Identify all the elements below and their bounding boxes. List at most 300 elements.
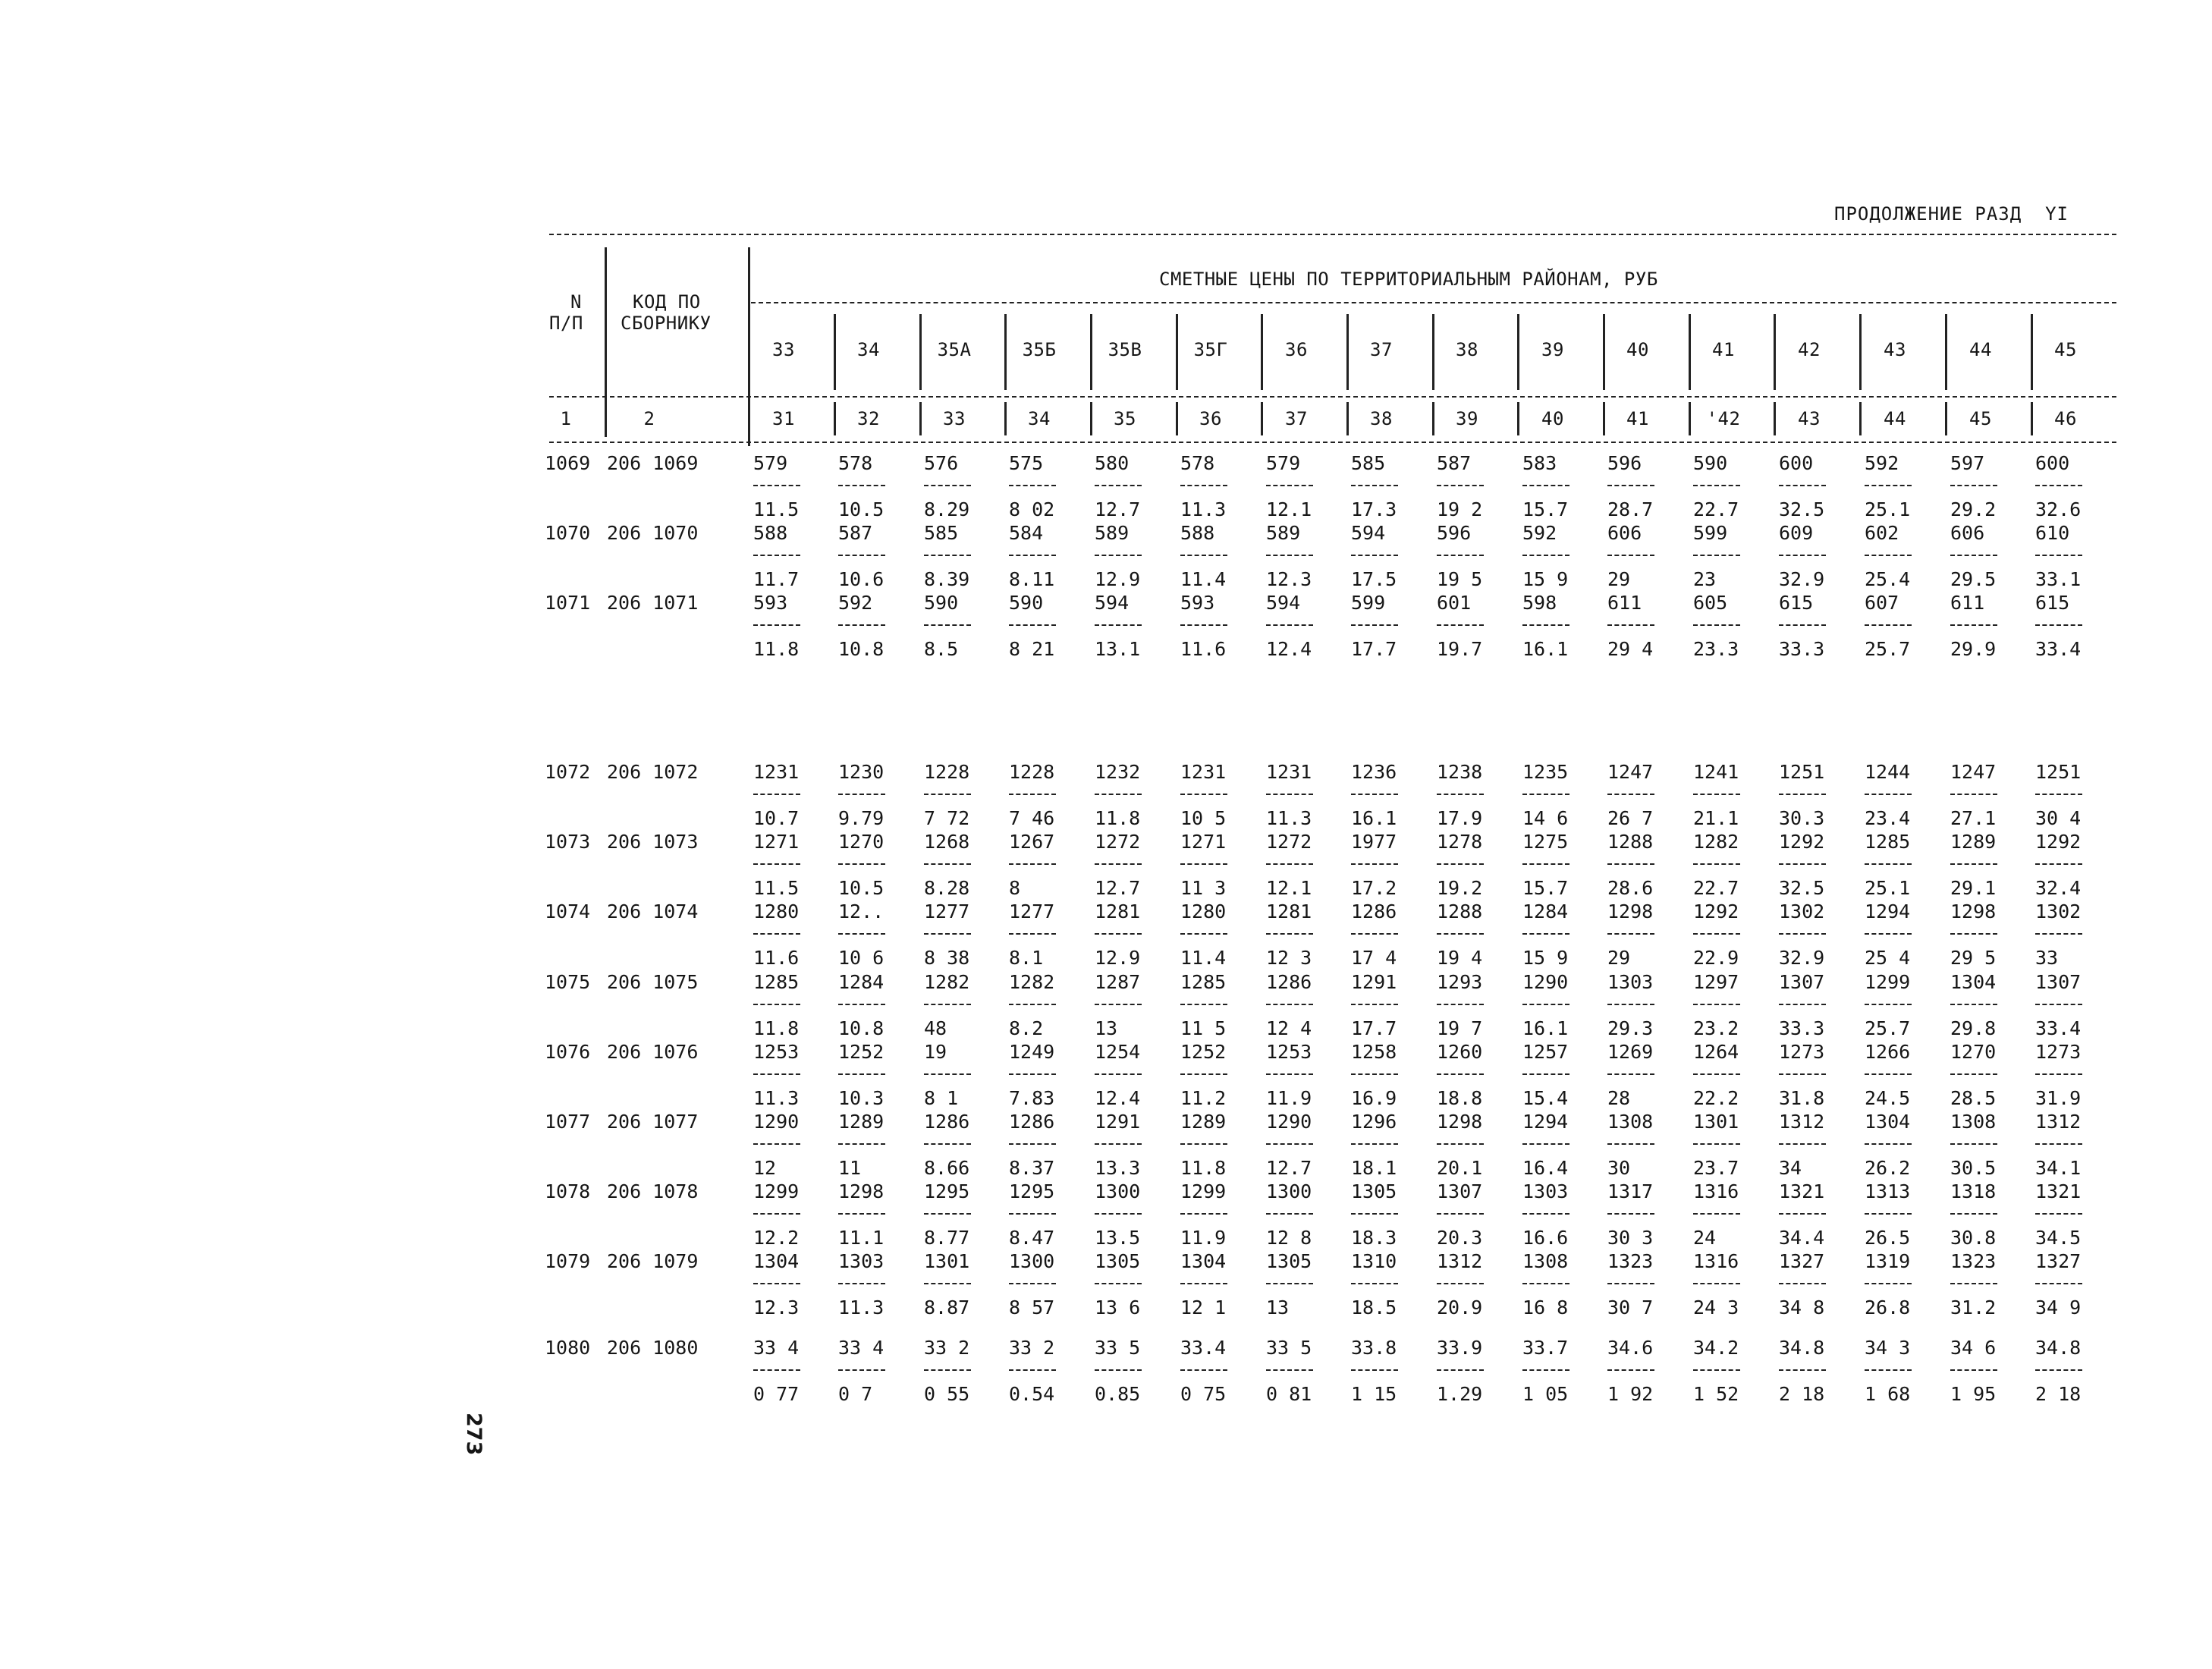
coefficient-value: 32.5 (1779, 498, 1825, 520)
header-vertical-rule (1432, 314, 1434, 390)
fraction-line (1351, 1283, 1398, 1284)
price-value: 1291 (1095, 1111, 1141, 1133)
district-header: 44 (1969, 339, 1992, 360)
coefficient-value: 13 6 (1095, 1297, 1141, 1319)
coefficient-value: 29.2 (1950, 498, 1997, 520)
row-number: 1080 (545, 1337, 591, 1359)
coefficient-value: 15.4 (1522, 1087, 1569, 1109)
price-value: 1284 (838, 971, 884, 993)
price-value: 585 (1351, 452, 1386, 474)
price-value: 1286 (1009, 1111, 1055, 1133)
coefficient-value: 27.1 (1950, 807, 1997, 829)
fraction-line (1351, 863, 1398, 865)
coefficient-value: 11.6 (1180, 638, 1227, 660)
price-value: 1269 (1607, 1041, 1654, 1063)
coefficient-value: 31.2 (1950, 1297, 1997, 1319)
fraction-line (1009, 794, 1056, 795)
price-value: 599 (1351, 592, 1386, 614)
price-value: 605 (1693, 592, 1728, 614)
fraction-line (838, 485, 885, 486)
price-value: 1268 (924, 831, 970, 853)
fraction-line (1950, 555, 1997, 556)
price-value: 1275 (1522, 831, 1569, 853)
coefficient-value: 8.87 (924, 1297, 970, 1319)
price-value: 1294 (1865, 901, 1911, 923)
district-header: 43 (1884, 339, 1906, 360)
fraction-line (1437, 1213, 1484, 1215)
row-number: 1070 (545, 522, 591, 544)
fraction-line (1607, 624, 1654, 626)
price-value: 594 (1266, 592, 1301, 614)
price-value: 33 2 (924, 1337, 970, 1359)
fraction-line (1607, 1004, 1654, 1005)
price-value: 1252 (1180, 1041, 1227, 1063)
price-value: 1307 (2035, 971, 2082, 993)
coefficient-value: 34.4 (1779, 1227, 1825, 1249)
coefficient-value: 28 (1607, 1087, 1631, 1109)
fraction-line (1522, 555, 1569, 556)
price-value: 34 3 (1865, 1337, 1911, 1359)
header-vertical-rule (1603, 314, 1605, 390)
district-header: 41 (1712, 339, 1735, 360)
continuation-title: ПРОДОЛЖЕНИЕ РАЗД YI (1834, 203, 2069, 225)
fraction-line (1607, 933, 1654, 935)
price-value: 596 (1437, 522, 1472, 544)
coefficient-value: 11.8 (1095, 807, 1141, 829)
fraction-line (2035, 1369, 2082, 1371)
coefficient-value: 16.6 (1522, 1227, 1569, 1249)
coefficient-value: 11.3 (838, 1297, 884, 1319)
coefficient-value: 29.9 (1950, 638, 1997, 660)
header-vertical-rule (1176, 402, 1178, 435)
coefficient-value: 11 3 (1180, 877, 1227, 899)
header-vertical-rule (1945, 314, 1947, 390)
row-code: 206 1076 (607, 1041, 699, 1063)
fraction-line (753, 555, 800, 556)
price-value: 1247 (1950, 761, 1997, 783)
coefficient-value: 29.3 (1607, 1017, 1654, 1039)
price-value: 1257 (1522, 1041, 1569, 1063)
fraction-line (1437, 1283, 1484, 1284)
price-value: 1298 (1437, 1111, 1483, 1133)
column-number: 40 (1541, 408, 1564, 429)
price-value: 1232 (1095, 761, 1141, 783)
coefficient-value: 28.6 (1607, 877, 1654, 899)
price-value: 611 (1950, 592, 1985, 614)
fraction-line (1522, 794, 1569, 795)
coefficient-value: 32.9 (1779, 568, 1825, 590)
coefficient-value: 29 (1607, 947, 1631, 969)
coefficient-value: 17.7 (1351, 1017, 1397, 1039)
district-header: 35А (937, 339, 972, 360)
coefficient-value: 11.1 (838, 1227, 884, 1249)
fraction-line (1950, 933, 1997, 935)
price-value: 1231 (1180, 761, 1227, 783)
price-value: 1277 (1009, 901, 1055, 923)
price-value: 1280 (1180, 901, 1227, 923)
fraction-line (924, 1004, 971, 1005)
price-value: 1304 (1950, 971, 1997, 993)
fraction-line (1693, 1369, 1740, 1371)
price-value: 1282 (1009, 971, 1055, 993)
col-code-label-2: СБОРНИКУ (621, 313, 712, 334)
coefficient-value: 7 46 (1009, 807, 1055, 829)
header-vertical-rule (1090, 314, 1092, 390)
price-value: 1296 (1351, 1111, 1397, 1133)
price-value: 1277 (924, 901, 970, 923)
coefficient-value: 30 7 (1607, 1297, 1654, 1319)
coefficient-value: 8.77 (924, 1227, 970, 1249)
coefficient-value: 12.9 (1095, 568, 1141, 590)
coefficient-value: 0.85 (1095, 1383, 1141, 1405)
fraction-line (1095, 1283, 1142, 1284)
price-value: 1258 (1351, 1041, 1397, 1063)
header-vertical-rule (1004, 402, 1007, 435)
price-value: 1264 (1693, 1041, 1739, 1063)
price-value: 1252 (838, 1041, 884, 1063)
fraction-line (753, 863, 800, 865)
fraction-line (1865, 624, 1912, 626)
coefficient-value: 13.5 (1095, 1227, 1141, 1249)
district-header: 36 (1285, 339, 1308, 360)
coefficient-value: 12.7 (1095, 877, 1141, 899)
price-value: 585 (924, 522, 959, 544)
fraction-line (1437, 624, 1484, 626)
fraction-line (1266, 485, 1313, 486)
price-value: 1241 (1693, 761, 1739, 783)
coefficient-value: 16.4 (1522, 1157, 1569, 1179)
header-vertical-rule (1517, 402, 1519, 435)
fraction-line (1266, 933, 1313, 935)
fraction-line (838, 1143, 885, 1145)
coefficient-value: 15.7 (1522, 877, 1569, 899)
header-vertical-rule (1689, 402, 1691, 435)
coefficient-value: 8.47 (1009, 1227, 1055, 1249)
price-value: 1292 (2035, 831, 2082, 853)
price-value: 1307 (1779, 971, 1825, 993)
price-value: 1323 (1607, 1250, 1654, 1272)
price-value: 1289 (1950, 831, 1997, 853)
fraction-line (2035, 485, 2082, 486)
price-value: 1291 (1351, 971, 1397, 993)
price-value: 1293 (1437, 971, 1483, 993)
district-header: 40 (1626, 339, 1649, 360)
fraction-line (1180, 794, 1227, 795)
coefficient-value: 34.1 (2035, 1157, 2082, 1179)
fraction-line (1865, 863, 1912, 865)
price-value: 1272 (1095, 831, 1141, 853)
coefficient-value: 18.1 (1351, 1157, 1397, 1179)
coefficient-value: 0.54 (1009, 1383, 1055, 1405)
coefficient-value: 17.3 (1351, 498, 1397, 520)
coefficient-value: 12.4 (1095, 1087, 1141, 1109)
fraction-line (838, 555, 885, 556)
price-value: 1292 (1779, 831, 1825, 853)
fraction-line (1266, 1143, 1313, 1145)
row-number: 1078 (545, 1180, 591, 1202)
price-value: 588 (1180, 522, 1215, 544)
price-value: 587 (838, 522, 873, 544)
fraction-line (1950, 1283, 1997, 1284)
header-vertical-rule (1261, 314, 1263, 390)
price-group-title: СМЕТНЫЕ ЦЕНЫ ПО ТЕРРИТОРИАЛЬНЫМ РАЙОНАМ, РУБ (1159, 269, 1658, 290)
fraction-line (753, 794, 800, 795)
fraction-line (924, 933, 971, 935)
fraction-line (1693, 1073, 1740, 1075)
coefficient-value: 30 4 (2035, 807, 2082, 829)
price-value: 575 (1009, 452, 1044, 474)
fraction-line (1009, 1143, 1056, 1145)
price-value: 1284 (1522, 901, 1569, 923)
coefficient-value: 23.4 (1865, 807, 1911, 829)
coefficient-value: 19 7 (1437, 1017, 1483, 1039)
coefficient-value: 0 55 (924, 1383, 970, 1405)
fraction-line (1009, 1004, 1056, 1005)
price-value: 1298 (1607, 901, 1654, 923)
district-header: 35В (1108, 339, 1142, 360)
price-value: 34.8 (2035, 1337, 2082, 1359)
fraction-line (1266, 1073, 1313, 1075)
coefficient-value: 20.9 (1437, 1297, 1483, 1319)
price-value: 1297 (1693, 971, 1739, 993)
price-value: 1231 (1266, 761, 1312, 783)
row-code: 206 1077 (607, 1111, 699, 1133)
price-value: 1318 (1950, 1180, 1997, 1202)
coefficient-value: 12 4 (1266, 1017, 1312, 1039)
coefficient-value: 23 (1693, 568, 1717, 590)
price-value: 596 (1607, 452, 1642, 474)
district-header: 39 (1541, 339, 1564, 360)
price-value: 1286 (1266, 971, 1312, 993)
fraction-line (1351, 794, 1398, 795)
price-value: 33.7 (1522, 1337, 1569, 1359)
fraction-line (838, 863, 885, 865)
price-value: 607 (1865, 592, 1899, 614)
page-number: 273 (462, 1413, 485, 1456)
district-header: 35Г (1193, 339, 1228, 360)
fraction-line (924, 1143, 971, 1145)
coefficient-value: 22.9 (1693, 947, 1739, 969)
coefficient-value: 16.1 (1522, 1017, 1569, 1039)
fraction-line (1865, 933, 1912, 935)
coefficient-value: 15 9 (1522, 947, 1569, 969)
coefficient-value: 31.9 (2035, 1087, 2082, 1109)
coefficient-value: 28.7 (1607, 498, 1654, 520)
price-value: 33 5 (1095, 1337, 1141, 1359)
fraction-line (1437, 863, 1484, 865)
fraction-line (1180, 933, 1227, 935)
coefficient-value: 0 75 (1180, 1383, 1227, 1405)
district-header: 42 (1798, 339, 1821, 360)
price-value: 1253 (753, 1041, 800, 1063)
fraction-line (1095, 794, 1142, 795)
header-vertical-rule (1004, 314, 1007, 390)
fraction-line (1180, 555, 1227, 556)
coefficient-value: 32.5 (1779, 877, 1825, 899)
price-value: 1299 (1865, 971, 1911, 993)
coefficient-value: 20.3 (1437, 1227, 1483, 1249)
fraction-line (1779, 1073, 1826, 1075)
header-vertical-rule (1517, 314, 1519, 390)
price-value: 1323 (1950, 1250, 1997, 1272)
price-value: 580 (1095, 452, 1130, 474)
fraction-line (2035, 1004, 2082, 1005)
coefficient-value: 8 57 (1009, 1297, 1055, 1319)
coefficient-value: 11.8 (1180, 1157, 1227, 1179)
coefficient-value: 30.8 (1950, 1227, 1997, 1249)
fraction-line (1437, 555, 1484, 556)
coefficient-value: 12.7 (1095, 498, 1141, 520)
fraction-line (1522, 933, 1569, 935)
fraction-line (1950, 1213, 1997, 1215)
header-vertical-rule (1774, 402, 1776, 435)
row-code: 206 1074 (607, 901, 699, 923)
coefficient-value: 15.7 (1522, 498, 1569, 520)
coefficient-value: 11.3 (1266, 807, 1312, 829)
price-value: 33.8 (1351, 1337, 1397, 1359)
price-value: 34.6 (1607, 1337, 1654, 1359)
price-value: 1317 (1607, 1180, 1654, 1202)
coefficient-value: 25.1 (1865, 498, 1911, 520)
fraction-line (1779, 1369, 1826, 1371)
header-group-rule (751, 302, 2116, 303)
price-value: 1303 (1607, 971, 1654, 993)
fraction-line (1865, 1369, 1912, 1371)
coefficient-value: 1 95 (1950, 1383, 1997, 1405)
coefficient-value: 11 5 (1180, 1017, 1227, 1039)
coefficient-value: 32.6 (2035, 498, 2082, 520)
coefficient-value: 10.8 (838, 1017, 884, 1039)
row-code: 206 1080 (607, 1337, 699, 1359)
price-value: 1260 (1437, 1041, 1483, 1063)
coefficient-value: 10.6 (838, 568, 884, 590)
price-value: 1303 (838, 1250, 884, 1272)
price-value: 33.9 (1437, 1337, 1483, 1359)
coefficient-value: 11.4 (1180, 568, 1227, 590)
coefficient-value: 19 4 (1437, 947, 1483, 969)
price-value: 593 (753, 592, 788, 614)
fraction-line (838, 933, 885, 935)
coefficient-value: 24 (1693, 1227, 1717, 1249)
fraction-line (1522, 1283, 1569, 1284)
price-value: 615 (2035, 592, 2070, 614)
coefficient-value: 8.1 (1009, 947, 1044, 969)
district-header: 45 (2054, 339, 2077, 360)
fraction-line (1009, 555, 1056, 556)
fraction-line (1095, 1369, 1142, 1371)
price-value: 1327 (2035, 1250, 2082, 1272)
fraction-line (1351, 933, 1398, 935)
column-number: 38 (1370, 408, 1393, 429)
fraction-line (2035, 794, 2082, 795)
fraction-line (1950, 863, 1997, 865)
coefficient-value: 11.5 (753, 877, 800, 899)
coefficient-value: 11.7 (753, 568, 800, 590)
fraction-line (1950, 485, 1997, 486)
fraction-line (1865, 1283, 1912, 1284)
coefficient-value: 22.2 (1693, 1087, 1739, 1109)
coefficient-value: 12.2 (753, 1227, 800, 1249)
coefficient-value: 17.5 (1351, 568, 1397, 590)
price-value: 34.2 (1693, 1337, 1739, 1359)
fraction-line (1779, 1213, 1826, 1215)
fraction-line (1009, 485, 1056, 486)
row-number: 1069 (545, 452, 591, 474)
price-value: 33 4 (753, 1337, 800, 1359)
header-vertical-rule (1689, 314, 1691, 390)
price-value: 592 (1865, 452, 1899, 474)
price-value: 1247 (1607, 761, 1654, 783)
coefficient-value: 29 4 (1607, 638, 1654, 660)
fraction-line (1180, 863, 1227, 865)
coefficient-value: 19.2 (1437, 877, 1483, 899)
coefficient-value: 23.3 (1693, 638, 1739, 660)
price-value: 1290 (1522, 971, 1569, 993)
fraction-line (924, 794, 971, 795)
coefficient-value: 16 8 (1522, 1297, 1569, 1319)
price-value: 609 (1779, 522, 1814, 544)
header-vertical-rule (834, 314, 836, 390)
fraction-line (1522, 1213, 1569, 1215)
fraction-line (1437, 1073, 1484, 1075)
fraction-line (1865, 1213, 1912, 1215)
coefficient-value: 8.5 (924, 638, 959, 660)
price-value: 1288 (1607, 831, 1654, 853)
fraction-line (1950, 1073, 1997, 1075)
header-vertical-rule (1346, 314, 1349, 390)
coefficient-value: 12.1 (1266, 877, 1312, 899)
header-vertical-rule (1859, 314, 1862, 390)
price-value: 1270 (1950, 1041, 1997, 1063)
price-value: 1273 (2035, 1041, 2082, 1063)
header-bottom-rule (549, 442, 2116, 443)
fraction-line (753, 1283, 800, 1284)
coefficient-value: 8 (1009, 877, 1021, 899)
fraction-line (1180, 624, 1227, 626)
fraction-line (838, 1004, 885, 1005)
header-vertical-rule (1176, 314, 1178, 390)
price-value: 1228 (1009, 761, 1055, 783)
price-value: 1312 (1437, 1250, 1483, 1272)
price-value: 578 (1180, 452, 1215, 474)
fraction-line (1351, 1004, 1398, 1005)
fraction-line (1180, 1213, 1227, 1215)
price-value: 1304 (1180, 1250, 1227, 1272)
coefficient-value: 10 5 (1180, 807, 1227, 829)
price-value: 590 (1693, 452, 1728, 474)
price-value: 578 (838, 452, 873, 474)
coefficient-value: 22.7 (1693, 877, 1739, 899)
fraction-line (1437, 933, 1484, 935)
coefficient-value: 1 15 (1351, 1383, 1397, 1405)
price-value: 1298 (838, 1180, 884, 1202)
price-value: 592 (838, 592, 873, 614)
district-header: 35Б (1022, 339, 1057, 360)
fraction-line (924, 555, 971, 556)
coefficient-value: 30.3 (1779, 807, 1825, 829)
price-value: 584 (1009, 522, 1044, 544)
fraction-line (1607, 555, 1654, 556)
coefficient-value: 29.8 (1950, 1017, 1997, 1039)
price-value: 19 (924, 1041, 947, 1063)
coefficient-value: 33 (2035, 947, 2059, 969)
fraction-line (924, 1073, 971, 1075)
price-value: 33 5 (1266, 1337, 1312, 1359)
fraction-line (1607, 1283, 1654, 1284)
fraction-line (1009, 1213, 1056, 1215)
price-value: 615 (1779, 592, 1814, 614)
fraction-line (1779, 624, 1826, 626)
